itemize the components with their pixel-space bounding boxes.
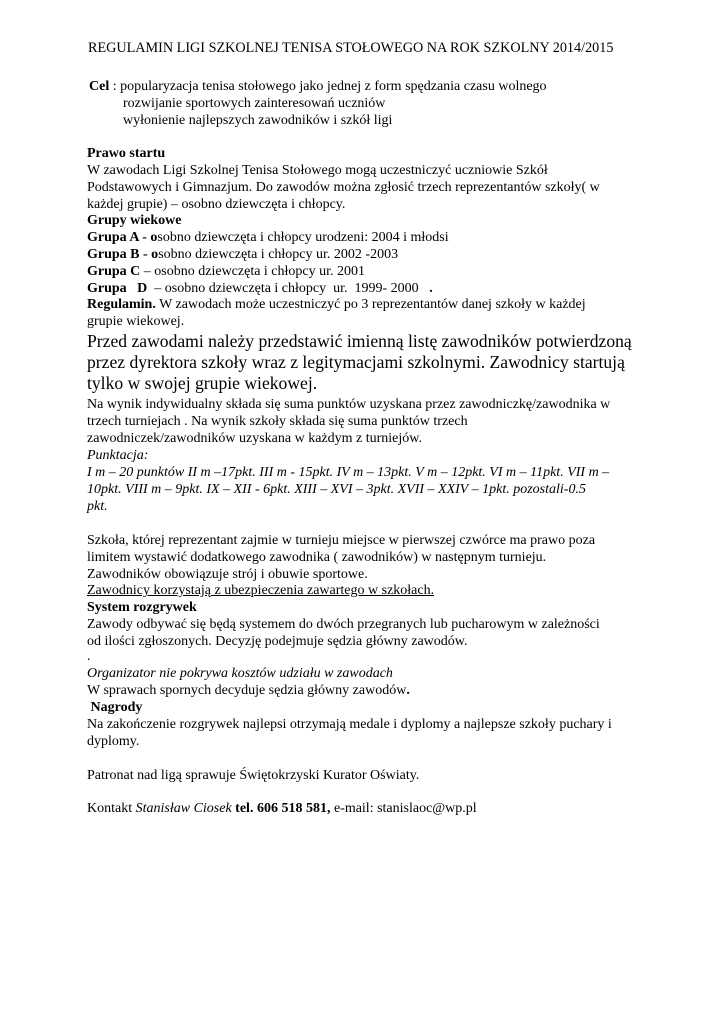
organizator-line: Organizator nie pokrywa kosztów udziału w zawodach bbox=[87, 666, 393, 681]
prawo-startu-line-1: W zawodach Ligi Szkolnej Tenisa Stołowego mogą uczestniczyć uczniowie Szkół bbox=[87, 163, 548, 178]
grupa-b: Grupa B - osobno dziewczęta i chłopcy ur. 2002 -2003 bbox=[87, 247, 399, 262]
regulamin-line-2: grupie wiekowej. bbox=[87, 314, 185, 329]
grupy-heading: Grupy wiekowe bbox=[87, 213, 182, 228]
spory-line: W sprawach spornych decyduje sędzia główny zawodów. bbox=[87, 683, 410, 698]
ubezpieczenie-line: Zawodnicy korzystają z ubezpieczenia zawartego w szkołach. bbox=[87, 583, 435, 598]
document-title: REGULAMIN LIGI SZKOLNEJ TENISA STOŁOWEGO NA ROK SZKOLNY 2014/2015 bbox=[88, 40, 614, 56]
prawo-startu-line-3: każdej grupie) – osobno dziewczęta i chłopcy. bbox=[87, 197, 346, 212]
grupa-c: Grupa C – osobno dziewczęta i chłopcy ur. 2001 bbox=[87, 264, 366, 279]
system-line-2: od ilości zgłoszonych. Decyzję podejmuje sędzia główny zawodów. bbox=[87, 634, 468, 649]
nagrody-line-1: Na zakończenie rozgrywek najlepsi otrzymają medale i dyplomy a najlepsze szkoły puchary i bbox=[87, 717, 612, 732]
cel-line-3: wyłonienie najlepszych zawodników i szkół ligi bbox=[123, 113, 393, 128]
szkola-line-3: Zawodników obowiązuje strój i obuwie sportowe. bbox=[87, 567, 368, 582]
cel-line-1 bbox=[89, 78, 547, 95]
punktacja-heading: Punktacja: bbox=[87, 448, 149, 463]
punktacja-line-2: 10pkt. VIII m – 9pkt. IX – XII - 6pkt. XIII – XVI – 3pkt. XVII – XXIV – 1pkt. pozostali-0.5 bbox=[87, 482, 586, 497]
lista-line-3: tylko w swojej grupie wiekowej. bbox=[87, 373, 318, 393]
system-heading: System rozgrywek bbox=[87, 600, 197, 615]
szkola-line-1: Szkoła, której reprezentant zajmie w turnieju miejsce w pierwszej czwórce ma prawo poza bbox=[87, 533, 596, 548]
kontakt-line: Kontakt Stanisław Ciosek tel. 606 518 581, e-mail: stanislaoc@wp.pl bbox=[87, 801, 477, 816]
cel-label: Cel bbox=[89, 79, 110, 94]
system-line-1: Zawody odbywać się będą systemem do dwóch przegranych lub pucharowym w zależności bbox=[87, 617, 600, 632]
grupa-a: Grupa A - osobno dziewczęta i chłopcy urodzeni: 2004 i młodsi bbox=[87, 230, 449, 245]
kontakt-phone: tel. 606 518 581, bbox=[231, 801, 331, 816]
prawo-startu-heading: Prawo startu bbox=[87, 146, 166, 161]
kontakt-email: e-mail: stanislaoc@wp.pl bbox=[330, 801, 477, 816]
lista-line-1: Przed zawodami należy przedstawić imienną listę zawodników potwierdzoną bbox=[87, 331, 632, 351]
prawo-startu-line-2: Podstawowych i Gimnazjum. Do zawodów można zgłosić trzech reprezentantów szkoły( w bbox=[87, 180, 600, 195]
system-dot: . bbox=[87, 649, 91, 664]
cel-line-2: rozwijanie sportowych zainteresowań uczniów bbox=[123, 96, 386, 111]
kontakt-name: Stanisław Ciosek bbox=[135, 801, 232, 816]
punktacja-line-3: pkt. bbox=[87, 499, 108, 514]
cel-text-1: : popularyzacja tenisa stołowego jako jednej z form spędzania czasu wolnego bbox=[109, 79, 547, 94]
szkola-line-2: limitem wystawić dodatkowego zawodnika ( zawodników) w następnym turnieju. bbox=[87, 550, 547, 565]
wynik-line-1: Na wynik indywidualny składa się suma punktów uzyskana przez zawodniczkę/zawodnika w bbox=[87, 397, 611, 412]
lista-line-2: przez dyrektora szkoły wraz z legitymacjami szkolnymi. Zawodnicy startują bbox=[87, 352, 625, 372]
punktacja-line-1: I m – 20 punktów II m –17pkt. III m - 15pkt. IV m – 13pkt. V m – 12pkt. VI m – 11pkt. VII m – bbox=[87, 465, 610, 480]
nagrody-line-2: dyplomy. bbox=[87, 734, 140, 749]
patronat-line: Patronat nad ligą sprawuje Świętokrzyski Kurator Oświaty. bbox=[87, 768, 420, 783]
grupa-d: Grupa D – osobno dziewczęta i chłopcy ur. 1999- 2000 . bbox=[87, 281, 433, 296]
wynik-line-2: trzech turniejach . Na wynik szkoły składa się suma punktów trzech bbox=[87, 414, 468, 429]
nagrody-heading: Nagrody bbox=[87, 700, 143, 715]
wynik-line-3: zawodniczek/zawodników uzyskana w każdym z turniejów. bbox=[87, 431, 422, 446]
regulamin-line-1: Regulamin. W zawodach może uczestniczyć po 3 reprezentantów danej szkoły w każdej bbox=[87, 297, 586, 312]
